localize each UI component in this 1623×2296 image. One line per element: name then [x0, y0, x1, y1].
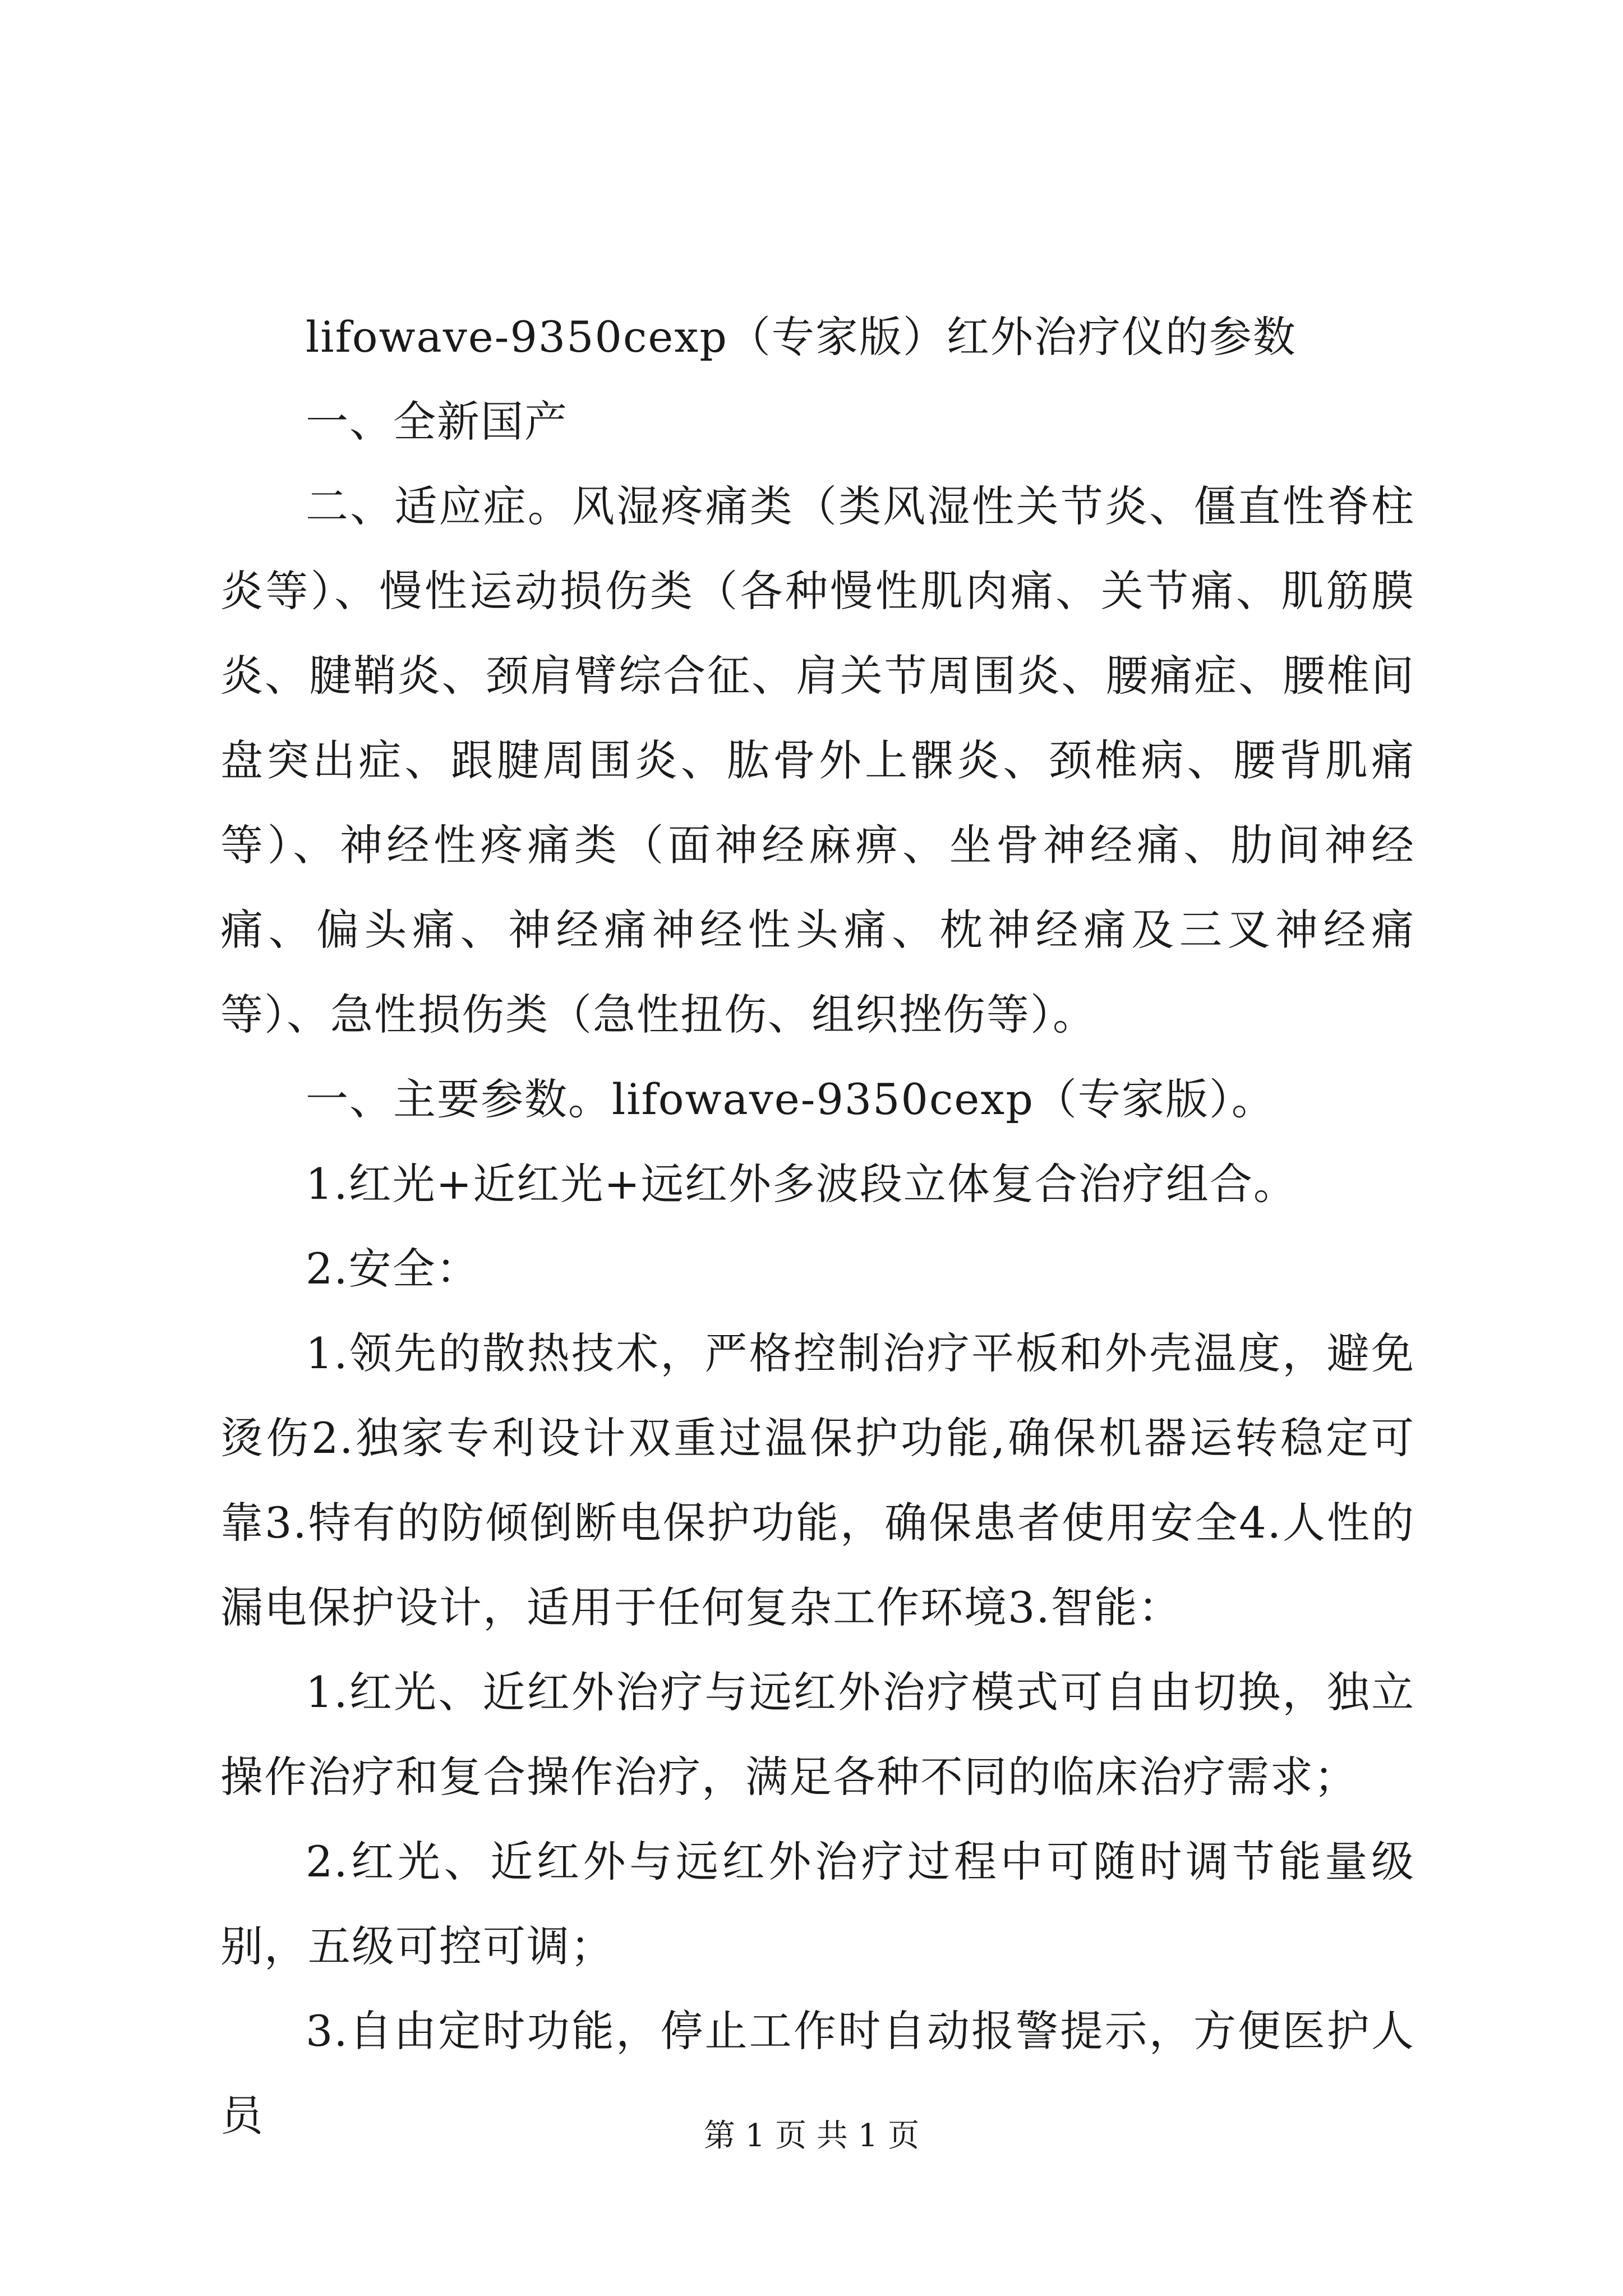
- paragraph-smart-mode-switch: 1.红光、近红外治疗与远红外治疗模式可自由切换，独立操作治疗和复合操作治疗，满足各种不同的临床治疗需求；: [220, 1667, 1415, 1802]
- paragraph-safety-heading: 2.安全：: [306, 1244, 480, 1294]
- paragraph-safety-details: 1.领先的散热技术，严格控制治疗平板和外壳温度，避免烫伤2.独家专利设计双重过温保护功能,确保机器运转稳定可靠3.特有的防倾倒断电保护功能，确保患者使用安全4.人性的漏电保护设计，适用于任何复杂工作环境3.智能：: [220, 1328, 1415, 1632]
- document-body: [220, 295, 1415, 2158]
- paragraph-smart-energy-level: 2.红光、近红外与远红外治疗过程中可随时调节能量级别，五级可控可调；: [220, 1837, 1415, 1971]
- paragraph-combination: 1.红光+近红光+远红外多波段立体复合治疗组合。: [306, 1159, 1297, 1209]
- page-footer: 第 1 页 共 1 页: [703, 2118, 920, 2154]
- paragraph-main-params: 一、主要参数。lifowave-9350cexp（专家版）。: [306, 1074, 1275, 1124]
- paragraph-origin: 一、全新国产: [306, 397, 568, 447]
- paragraph-smart-timer: 3.自由定时功能，停止工作时自动报警提示，方便医护人员: [220, 2006, 1415, 2141]
- document-title: lifowave-9350cexp（专家版）红外治疗仪的参数: [306, 312, 1297, 362]
- paragraph-indications: 二、适应症。风湿疼痛类（类风湿性关节炎、僵直性脊柱炎等）、慢性运动损伤类（各种慢性肌肉痛、关节痛、肌筋膜炎、腱鞘炎、颈肩臂综合征、肩关节周围炎、腰痛症、腰椎间盘突出症、跟腱周围炎、肱骨外上髁炎、颈椎病、腰背肌痛等）、神经性疼痛类（面神经麻痹、坐骨神经痛、肋间神经痛、偏头痛、神经痛神经性头痛、枕神经痛及三叉神经痛等）、急性损伤类（急性扭伤、组织挫伤等）。: [220, 481, 1415, 1039]
